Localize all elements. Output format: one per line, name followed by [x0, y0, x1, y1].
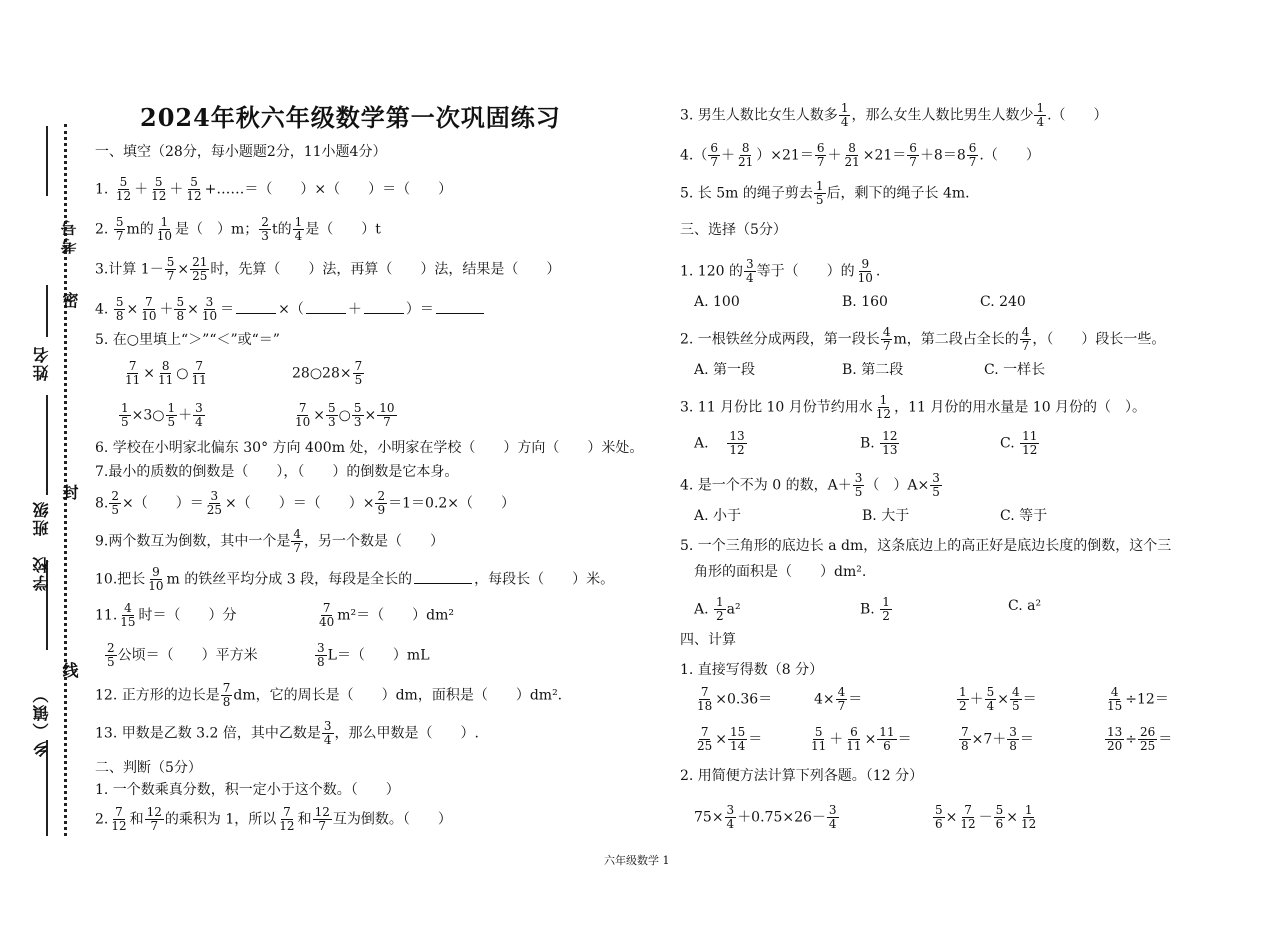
- s1-q2: 2. $\frac{5}{7}$ m的 $\frac{1}{10}$ 是（ ）m； $\frac{2}{3}$ t的 $\frac{1}{4}$ 是（ ）t: [95, 215, 381, 243]
- s1-q5-a: $\frac{7}{11}$ × $\frac{8}{11}$ ○ $\frac{7}{11}$: [125, 359, 207, 387]
- s2-q4: 4.（ $\frac{6}{7}$ ＋ $\frac{8}{21}$ ）×21＝ $\frac{6}{7}$ ＋ $\frac{8}{21}$ ×21＝ $\frac{6}{7}$ ＋8＝8 $\frac{6}{7}$ .（ ）: [680, 141, 1040, 169]
- section-4-header: 四、计算: [680, 632, 736, 648]
- s1-q5-b: 28○28× $\frac{7}{5}$: [292, 359, 363, 387]
- s4-part-2: 2. 用简便方法计算下列各题。（12 分）: [680, 768, 924, 784]
- s3-q2-opt-c[interactable]: C. 一样长: [984, 362, 1046, 378]
- section-1-header: 一、填空（28分，每小题题2分，11小题4分）: [95, 144, 387, 160]
- s3-q3-opt-b[interactable]: B. $\frac{12}{13}$: [860, 429, 898, 457]
- calc-6: $\frac{5}{11}$ ＋ $\frac{6}{11}$ × $\frac{11}{6}$ ＝: [811, 725, 912, 753]
- binding-line-2: [46, 285, 48, 337]
- s1-q11-c: $\frac{2}{5}$ 公顷＝（ ）平方米: [107, 641, 258, 669]
- blank[interactable]: [364, 301, 404, 314]
- s2-q5: 5. 长 5m 的绳子剪去 $\frac{1}{5}$ 后，剩下的绳子长 4m.: [680, 179, 970, 207]
- blank[interactable]: [414, 571, 472, 584]
- label-kaohao: 考号: [60, 218, 79, 254]
- s1-q11-a: 11. $\frac{4}{15}$ 时＝（ ）分: [95, 601, 237, 629]
- s1-q5-c: $\frac{1}{5}$ ×3○ $\frac{1}{5}$ ＋ $\frac{3}{4}$: [121, 401, 203, 429]
- s3-q3-opt-a[interactable]: A. $\frac{13}{12}$: [694, 429, 745, 457]
- page-footer: 六年级数学 1: [604, 854, 670, 867]
- calc-5: $\frac{7}{25}$ × $\frac{15}{14}$ ＝: [697, 725, 763, 753]
- calc-1: $\frac{7}{18}$ ×0.36＝: [697, 685, 773, 713]
- s3-q1-opt-b[interactable]: B. 160: [842, 294, 888, 310]
- s4-part-1: 1. 直接写得数（8 分）: [680, 662, 824, 678]
- s1-q5: 5. 在○里填上“＞”“＜”或“＝”: [95, 332, 280, 348]
- blank[interactable]: [436, 301, 484, 314]
- s3-q1-opt-a[interactable]: A. 100: [694, 294, 740, 310]
- s1-q11-d: $\frac{3}{8}$ L＝（ ）mL: [317, 641, 430, 669]
- s1-q10: 10.把长 $\frac{9}{10}$ m 的铁丝平均分成 3 段，每段是全长的 ，每段长（ ）米。: [95, 565, 615, 593]
- label-xian: 线: [60, 662, 79, 680]
- blank[interactable]: [236, 301, 276, 314]
- s3-q3: 3. 11 月份比 10 月份节约用水 $\frac{1}{12}$ ，11 月份的用水量是 10 月份的（ ）。: [680, 393, 1147, 421]
- s3-q4-opt-b[interactable]: B. 大于: [862, 508, 910, 524]
- s3-q4: 4. 是一个不为 0 的数，A＋ $\frac{3}{5}$ （ ）A× $\frac{3}{5}$: [680, 471, 940, 499]
- s2-q2: 2. $\frac{7}{12}$ 和 $\frac{12}{7}$ 的乘积为 1，所以 $\frac{7}{12}$ 和 $\frac{12}{7}$ 互为倒数。（ ）: [95, 805, 452, 833]
- s1-q5-d: $\frac{7}{10}$ × $\frac{5}{3}$ ○ $\frac{5}{3}$ × $\frac{10}{7}$: [295, 401, 395, 429]
- s3-q5-line2: 角形的面积是（ ）dm².: [694, 564, 867, 580]
- s1-q4: 4. $\frac{5}{8}$ × $\frac{7}{10}$ ＋ $\frac{5}{8}$ × $\frac{3}{10}$ ＝ ×（ ＋ ）＝: [95, 296, 486, 323]
- page-title: 2024年秋六年级数学第一次巩固练习: [140, 103, 561, 132]
- calc-2: 4× $\frac{4}{7}$ ＝: [814, 685, 863, 713]
- s1-q1: 1. $\frac{5}{12}$ ＋ $\frac{5}{12}$ ＋ $\frac{5}{12}$ +……＝（ ）×（ ）＝（ ）: [95, 175, 453, 203]
- blank[interactable]: [306, 301, 346, 314]
- s3-q2-opt-b[interactable]: B. 第二段: [842, 362, 904, 378]
- easy-calc-2: $\frac{5}{6}$ × $\frac{7}{12}$ － $\frac{5}{6}$ × $\frac{1}{12}$: [935, 803, 1037, 831]
- s1-q13: 13. 甲数是乙数 3.2 倍，其中乙数是 $\frac{3}{4}$ ，那么甲数是（ ）.: [95, 719, 479, 747]
- s3-q2-opt-a[interactable]: A. 第一段: [694, 362, 756, 378]
- s3-q2: 2. 一根铁丝分成两段，第一段长 $\frac{4}{7}$ m，第二段占全长的 $\frac{4}{7}$ ，（ ）段长一些。: [680, 325, 1166, 353]
- s3-q1: 1. 120 的 $\frac{3}{4}$ 等于（ ）的 $\frac{9}{10}$ .: [680, 257, 881, 285]
- s3-q4-opt-c[interactable]: C. 等于: [1000, 508, 1048, 524]
- s2-q3: 3. 男生人数比女生人数多 $\frac{1}{4}$ ，那么女生人数比男生人数少 $\frac{1}{4}$ .（ ）: [680, 101, 1108, 129]
- easy-calc-1: 75× $\frac{3}{4}$ ＋0.75×26－ $\frac{3}{4}$: [694, 803, 837, 831]
- s2-q1: 1. 一个数乘真分数，积一定小于这个数。（ ）: [95, 782, 400, 798]
- binding-line-3: [46, 395, 48, 495]
- label-banji: 班级: [32, 500, 51, 536]
- s3-q4-opt-a[interactable]: A. 小于: [694, 508, 742, 524]
- calc-3: $\frac{1}{2}$ ＋ $\frac{5}{4}$ × $\frac{4}{5}$ ＝: [959, 685, 1037, 713]
- binding-line-1: [46, 126, 48, 196]
- label-feng: 封: [60, 484, 79, 502]
- s3-q3-opt-c[interactable]: C. $\frac{11}{12}$: [1000, 429, 1038, 457]
- s1-q3: 3.计算 1－ $\frac{5}{7}$ × $\frac{21}{25}$ 时，先算（ ）法，再算（ ）法，结果是（ ）: [95, 255, 561, 283]
- s3-q5-opt-b[interactable]: B. $\frac{1}{2}$: [860, 595, 890, 623]
- s1-q6: 6. 学校在小明家北偏东 30° 方向 400m 处，小明家在学校（ ）方向（ ）米处。: [95, 440, 644, 456]
- label-xiangzhen: 乡（镇）: [32, 685, 51, 757]
- label-xuexiao: 学校: [32, 555, 51, 591]
- label-mi: 密: [60, 292, 79, 310]
- s1-q12: 12. 正方形的边长是 $\frac{7}{8}$ dm，它的周长是（ ）dm，面积是（ ）dm².: [95, 681, 563, 709]
- s1-q7: 7.最小的质数的倒数是（ ），（ ）的倒数是它本身。: [95, 464, 459, 480]
- s1-q9: 9.两个数互为倒数，其中一个是 $\frac{4}{7}$ ，另一个数是（ ）: [95, 527, 444, 555]
- s1-q11-b: $\frac{7}{40}$ m²＝（ ）dm²: [319, 601, 455, 629]
- label-xingming: 姓名: [32, 345, 51, 381]
- s1-q8: 8. $\frac{2}{5}$ ×（ ）＝ $\frac{3}{25}$ ×（ ）＝（ ）× $\frac{2}{9}$ ＝1＝0.2×（ ）: [95, 489, 516, 517]
- s3-q5-opt-a[interactable]: A. $\frac{1}{2}$ a²: [694, 595, 741, 623]
- section-2-header: 二、判断（5分）: [95, 760, 202, 776]
- calc-8: $\frac{13}{20}$ ÷ $\frac{26}{25}$ ＝: [1107, 725, 1173, 753]
- s3-q1-opt-c[interactable]: C. 240: [980, 294, 1026, 310]
- s3-q5-opt-c[interactable]: C. a²: [1008, 598, 1042, 614]
- s3-q5-line1: 5. 一个三角形的底边长 a dm，这条底边上的高正好是底边长度的倒数，这个三: [680, 538, 1172, 554]
- calc-4: $\frac{4}{15}$ ÷12＝: [1107, 685, 1169, 713]
- section-3-header: 三、选择（5分）: [680, 222, 787, 238]
- calc-7: $\frac{7}{8}$ ×7＋ $\frac{3}{8}$ ＝: [961, 725, 1034, 753]
